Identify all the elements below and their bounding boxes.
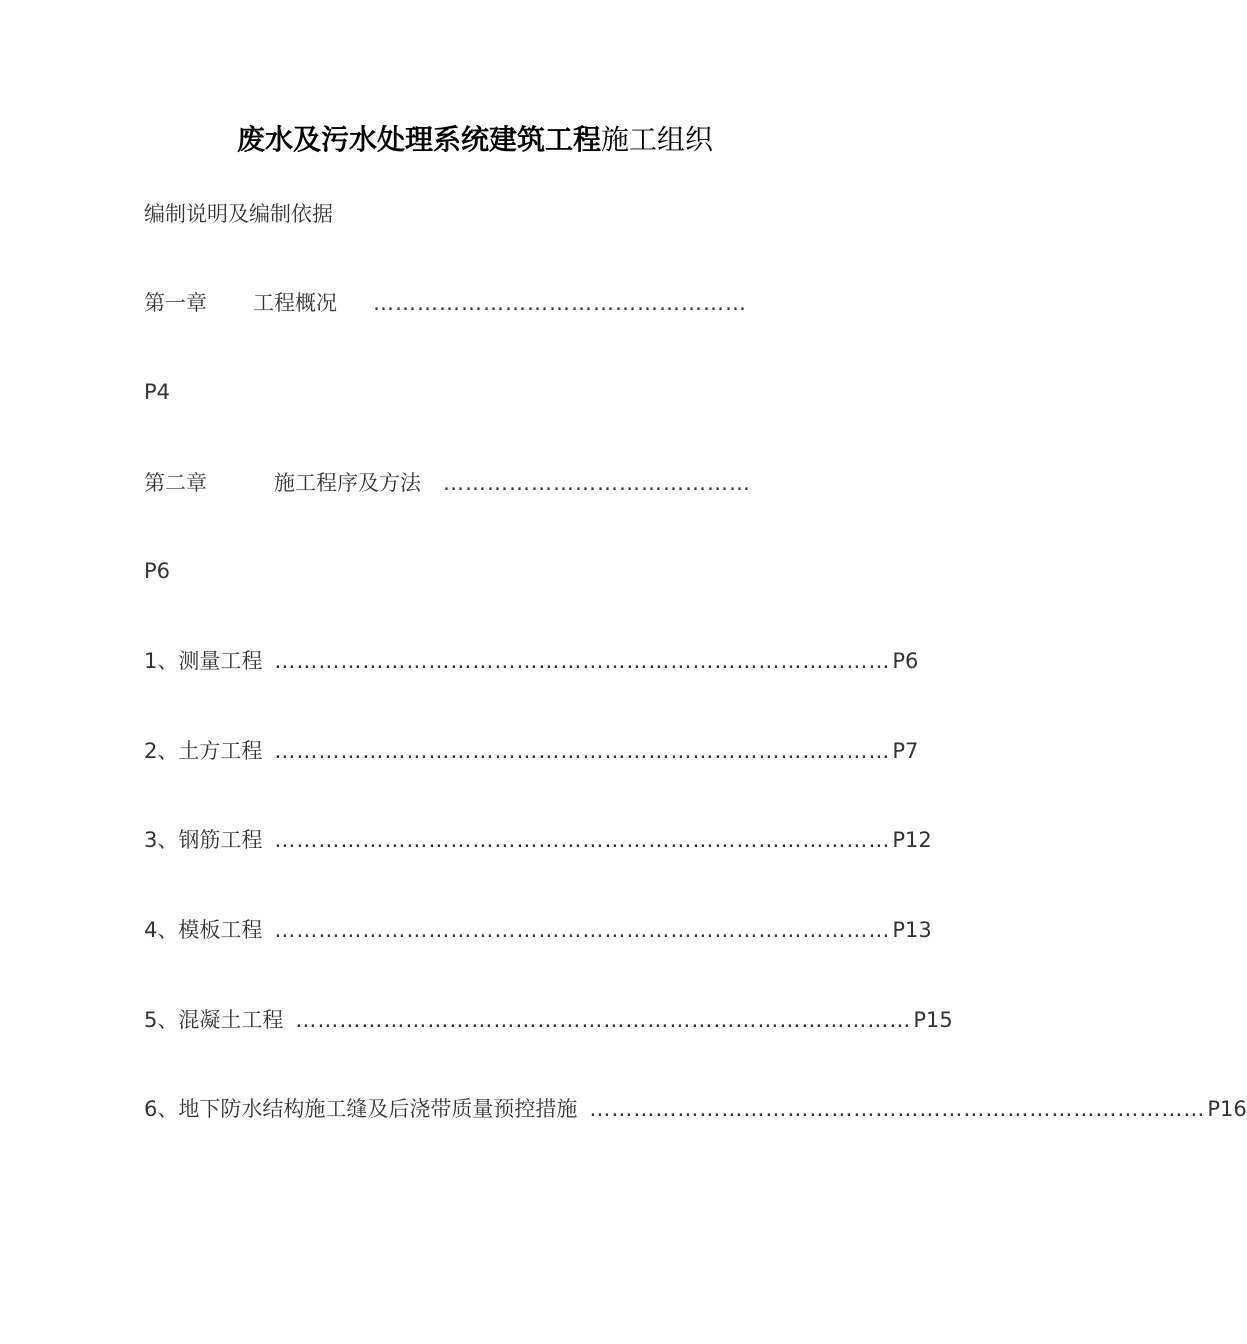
toc-leader: ………………………………………………………………………… (295, 1008, 912, 1032)
toc-entry-name: 4、模板工程 (144, 918, 263, 942)
toc-leader: ………………………………………………………………………… (274, 649, 891, 673)
chapter-2-page: P6 (144, 559, 171, 583)
chapter-2-line (144, 469, 751, 497)
chapter-1-name: 工程概况 (253, 291, 337, 315)
toc-leader: ………………………………………………………………………… (274, 918, 891, 942)
toc-entry-page: P16 (1207, 1097, 1247, 1121)
toc-entry (144, 916, 932, 944)
toc-entry-name: 3、钢筋工程 (144, 828, 263, 852)
intro-heading: 编制说明及编制依据 (144, 202, 333, 226)
chapter-1-page: P4 (144, 380, 171, 404)
title-normal-part: 施工组织 (601, 123, 714, 156)
toc-entry-page: P15 (913, 1008, 953, 1032)
toc-entry-page: P12 (892, 828, 932, 852)
toc-leader: ………………………………………………………………………… (274, 828, 891, 852)
chapter-2-leader: …………………………………… (443, 471, 751, 495)
toc-leader: ………………………………………………………………………… (274, 739, 891, 763)
toc-entry (144, 1095, 1247, 1123)
toc-entry (144, 1006, 953, 1034)
toc-entry-name: 2、土方工程 (144, 739, 263, 763)
toc-entry (144, 826, 932, 854)
chapter-1-line (144, 289, 747, 317)
toc-entry-page: P6 (892, 649, 919, 673)
chapter-1-label: 第一章 (144, 291, 207, 315)
toc-entry-name: 6、地下防水结构施工缝及后浇带质量预控措施 (144, 1097, 578, 1121)
toc-entry (144, 737, 919, 765)
toc-entry-name: 1、测量工程 (144, 649, 263, 673)
chapter-2-name: 施工程序及方法 (274, 471, 421, 495)
toc-entry-name: 5、混凝土工程 (144, 1008, 284, 1032)
document-title (0, 118, 950, 158)
toc-leader: ………………………………………………………………………… (589, 1097, 1206, 1121)
toc-entry (144, 647, 919, 675)
chapter-1-leader: …………………………………………… (373, 291, 747, 315)
title-bold-part: 废水及污水处理系统建筑工程 (236, 123, 601, 156)
chapter-2-label: 第二章 (144, 471, 207, 495)
toc-entry-page: P13 (892, 918, 932, 942)
toc-entry-page: P7 (892, 739, 919, 763)
